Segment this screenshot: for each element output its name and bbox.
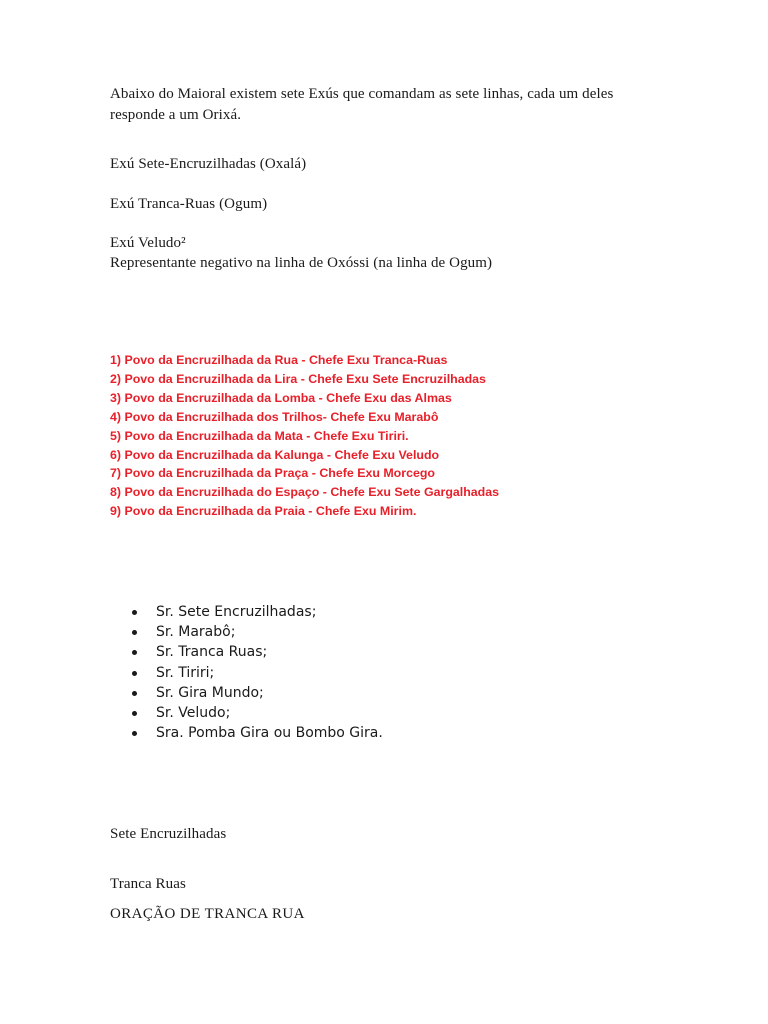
intro-line-2: responde a um Orixá.	[110, 107, 242, 123]
povo-item-1: 1) Povo da Encruzilhada da Rua - Chefe Exu Tranca-Ruas	[110, 353, 448, 367]
bullet-item-5	[132, 683, 383, 703]
bullet-item-text: Sr. Gira Mundo;	[156, 684, 264, 701]
bullet-item-1	[132, 602, 383, 622]
bullet-dot-icon	[132, 731, 137, 736]
povo-item-3: 3) Povo da Encruzilhada da Lomba - Chefe Exu das Almas	[110, 390, 452, 405]
exu-tranca-ruas: Exú Tranca-Ruas (Ogum)	[110, 196, 268, 212]
bullet-dot-icon	[132, 711, 137, 716]
bullet-item-text: Sr. Tranca Ruas;	[156, 644, 268, 661]
povos-list	[110, 351, 499, 521]
bullet-dot-icon	[132, 630, 137, 635]
bullet-dot-icon	[132, 650, 137, 655]
heading-oracao-tranca-rua: ORAÇÃO DE TRANCA RUA	[110, 906, 305, 922]
povo-item-7: 7) Povo da Encruzilhada da Praça - Chefe Exu Morcego	[110, 466, 435, 481]
bullet-item-4	[132, 663, 383, 683]
bullet-item-text: Sra. Pomba Gira ou Bombo Gira.	[156, 725, 383, 742]
bullet-dot-icon	[132, 671, 137, 676]
bullet-item-3	[132, 642, 383, 662]
povo-item-9: 9) Povo da Encruzilhada da Praia - Chefe Exu Mirim.	[110, 504, 417, 519]
povo-item-2: 2) Povo da Encruzilhada da Lira - Chefe Exu Sete Encruzilhadas	[110, 371, 486, 386]
heading-tranca-ruas: Tranca Ruas	[110, 876, 186, 892]
bullet-item-text: Sr. Sete Encruzilhadas;	[156, 604, 317, 620]
heading-sete-encruzilhadas: Sete Encruzilhadas	[110, 826, 227, 842]
exu-sete-encruzilhadas: Exú Sete-Encruzilhadas (Oxalá)	[110, 156, 307, 172]
exu-veludo-description: Representante negativo na linha de Oxóssi (na linha de Ogum)	[110, 255, 493, 271]
exu-veludo-title: Exú Veludo²	[110, 235, 186, 251]
intro-line-1: Abaixo do Maioral existem sete Exús que comandam as sete linhas, cada um deles	[110, 86, 614, 102]
exu-veludo-block	[110, 233, 492, 273]
povo-item-8: 8) Povo da Encruzilhada do Espaço - Chefe Exu Sete Gargalhadas	[110, 485, 500, 500]
bullet-dot-icon	[132, 691, 137, 696]
povo-item-4: 4) Povo da Encruzilhada dos Trilhos- Chefe Exu Marabô	[110, 409, 439, 424]
bullet-item-2	[132, 622, 383, 642]
bullet-item-text: Sr. Marabô;	[156, 624, 236, 641]
povo-item-6: 6) Povo da Encruzilhada da Kalunga - Chefe Exu Veludo	[110, 447, 440, 462]
bullet-item-text: Sr. Tiriri;	[156, 664, 215, 681]
bullet-item-text: Sr. Veludo;	[156, 705, 231, 722]
senhores-bullet-list	[132, 602, 383, 743]
bullet-item-6	[132, 703, 383, 723]
bullet-dot-icon	[132, 610, 137, 615]
povo-item-5: 5) Povo da Encruzilhada da Mata - Chefe Exu Tiriri.	[110, 428, 409, 443]
bullet-item-7	[132, 723, 383, 743]
intro-paragraph	[110, 84, 650, 126]
